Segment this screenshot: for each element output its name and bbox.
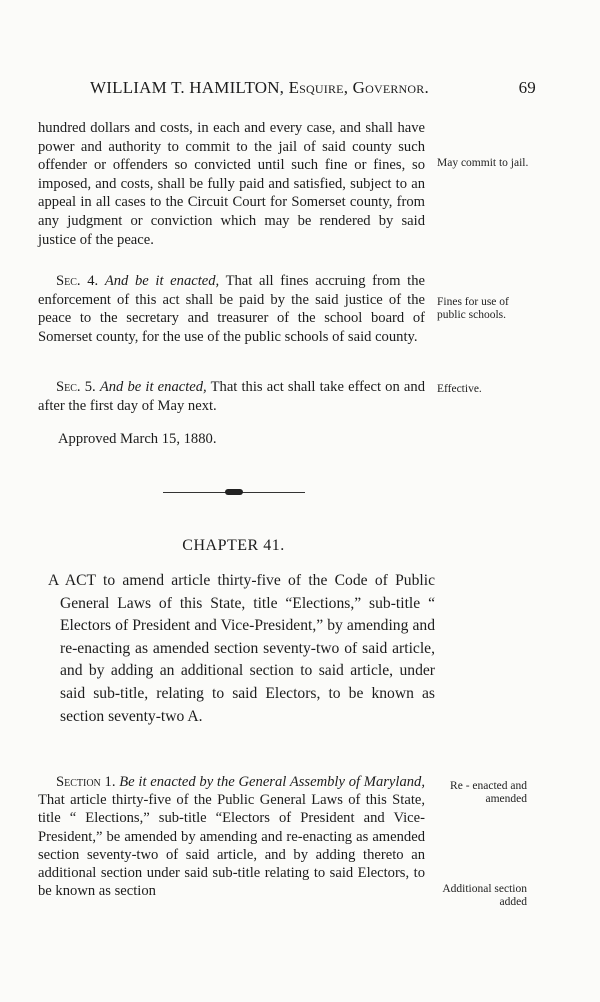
- paragraph-text: That this act shall take effect on and after the first day of May next.: [38, 379, 426, 414]
- section-label: Sec. 5.: [56, 379, 96, 395]
- enacting-clause: Be it enacted by the General Assembly of Maryland,: [119, 774, 426, 790]
- margin-note: Effective.: [437, 383, 482, 395]
- approved-date: Approved March 15, 1880.: [58, 431, 217, 447]
- act-title: A ACT to amend article thirty-five of the Code of Public General Laws of this State, title “Elections,” sub-title “ Electors of President and Vice-President,” by amending and re-enacting as amended section seventy-two of said article, and by adding an additional section to said article, under said sub-title, relating to said Electors, to be known as section seventy-two A.: [48, 572, 435, 725]
- governor-name: WILLIAM T. HAMILTON,: [90, 78, 285, 97]
- section-4: [38, 272, 425, 346]
- section-label: Sec. 4.: [56, 273, 99, 289]
- divider-ornament: [225, 489, 243, 495]
- section-1: [38, 773, 425, 900]
- margin-note: Fines for use of public schools.: [437, 296, 509, 321]
- margin-note: Additional section added: [442, 883, 527, 908]
- chapter-heading: CHAPTER 41.: [182, 537, 285, 554]
- section-5: [38, 378, 425, 415]
- margin-note: Re - enacted and amended: [450, 780, 527, 805]
- section-continuation: [38, 119, 425, 249]
- governor-title: Esquire, Governor.: [288, 78, 429, 97]
- section-label: Section 1.: [56, 774, 116, 790]
- enacting-clause: And be it enacted,: [104, 273, 220, 289]
- paragraph-text: That article thirty-five of the Public General Laws of this State, title “ Elections,” sub-title “Electors of President and Vice-President,” be amended by amending and re-enacting as amended section seventy-two of said article, and by adding thereto an additional section under said sub-title relating to said Electors, to be known as section: [38, 792, 425, 900]
- paragraph-text: hundred dollars and costs, in each and every case, and shall have power and authority to commit to the jail of said county such offender or offenders so convicted until such fine or fines, so imposed, and costs, shall be fully paid and satisfied, subject to an appeal in all cases to the Circuit Court for Somerset county, from any judgment or conviction which may be rendered by said justice of the peace.: [38, 120, 425, 248]
- paragraph-text: That all fines accruing from the enforcement of this act shall be paid by the said justice of the peace to the secretary and treasurer of the school board of Somerset county, for the use of the public schools of said county.: [38, 273, 425, 345]
- section-divider: [163, 492, 305, 493]
- margin-note: May commit to jail.: [437, 157, 529, 169]
- page-number: 69: [518, 78, 536, 97]
- enacting-clause: And be it enacted,: [99, 379, 207, 395]
